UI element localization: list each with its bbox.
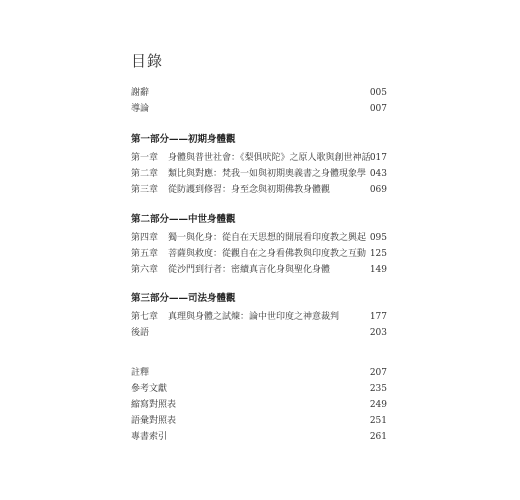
part-3-heading: 第三部分——司法身體觀 [131, 293, 236, 304]
entry-label: 語彙對照表 [131, 416, 177, 426]
part-2-heading: 第二部分——中世身體觀 [131, 214, 236, 225]
toc-entry-chapter-4 [131, 231, 387, 245]
entry-page: 017 [369, 153, 387, 163]
entry-label: 後語 [131, 328, 150, 338]
entry-page: 007 [369, 104, 387, 114]
chapter-number: 第三章 [131, 185, 159, 195]
entry-label: 專書索引 [131, 432, 168, 442]
chapter-title: 從沙門到行者：密續真言化身與聖化身體 [168, 265, 331, 275]
entry-page: 203 [369, 328, 387, 338]
entry-page: 261 [369, 432, 387, 442]
toc-entry-chapter-1 [131, 151, 387, 165]
toc-entry-abbreviations [131, 398, 387, 412]
chapter-number: 第七章 [131, 312, 159, 322]
chapter-title: 從防護到修習：身至念與初期佛教身體觀 [168, 185, 331, 195]
toc-entry-chapter-3 [131, 183, 387, 197]
chapter-number: 第六章 [131, 265, 159, 275]
entry-page: 095 [369, 233, 387, 243]
toc-entry-notes [131, 366, 387, 380]
entry-page: 177 [369, 312, 387, 322]
toc-entry-acknowledgements [131, 86, 387, 100]
toc-entry-glossary [131, 414, 387, 428]
toc-entry-bibliography [131, 382, 387, 396]
entry-page: 235 [369, 384, 387, 394]
entry-page: 207 [369, 368, 387, 378]
entry-page: 069 [369, 185, 387, 195]
toc-entry-chapter-7 [131, 310, 387, 324]
entry-label: 參考文獻 [131, 384, 168, 394]
entry-page: 005 [369, 88, 387, 98]
entry-page: 125 [369, 249, 387, 259]
toc-entry-chapter-2 [131, 167, 387, 181]
chapter-title: 菩薩與救度：從觀自在之身看佛教與印度教之互動 [168, 249, 367, 259]
chapter-title: 類比與對應：梵我一如與初期奧義書之身體現象學 [168, 169, 367, 179]
entry-label: 縮寫對照表 [131, 400, 177, 410]
entry-label: 謝辭 [131, 88, 150, 98]
entry-label: 註釋 [131, 368, 150, 378]
entry-page: 043 [369, 169, 387, 179]
toc-entry-introduction [131, 102, 387, 116]
toc-entry-epilogue [131, 326, 387, 340]
entry-label: 導論 [131, 104, 150, 114]
chapter-number: 第二章 [131, 169, 159, 179]
part-1-heading: 第一部分——初期身體觀 [131, 134, 236, 145]
entry-page: 249 [369, 400, 387, 410]
toc-entry-chapter-6 [131, 263, 387, 277]
chapter-title: 身體與普世社會：《梨俱吠陀》之原人歌與創世神話 [168, 153, 371, 163]
toc-entry-chapter-5 [131, 247, 387, 261]
entry-page: 149 [369, 265, 387, 275]
chapter-number: 第一章 [131, 153, 159, 163]
chapter-number: 第五章 [131, 249, 159, 259]
chapter-title: 真理與身體之試煉：論中世印度之神意裁判 [168, 312, 340, 322]
chapter-title: 獨一與化身：從自在天思想的開展看印度教之興起 [168, 233, 367, 243]
entry-page: 251 [369, 416, 387, 426]
toc-title: 目錄 [131, 52, 164, 70]
chapter-number: 第四章 [131, 233, 159, 243]
toc-entry-index [131, 430, 387, 444]
